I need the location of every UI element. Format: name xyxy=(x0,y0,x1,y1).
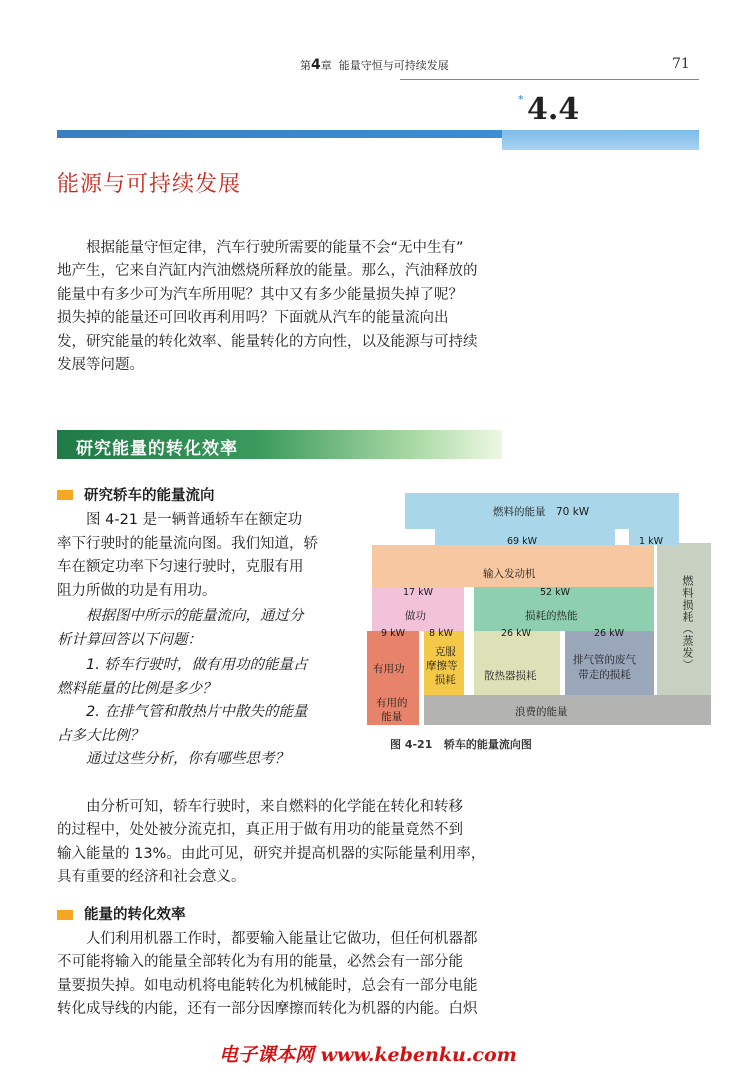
page-number: 71 xyxy=(672,56,690,72)
chapter-header xyxy=(300,57,500,77)
question-2-line: 2. 在排气管和散热片中散失的能量 xyxy=(86,704,308,720)
useful-kw-label: 9 kW xyxy=(381,628,405,639)
chapter-number: 4 xyxy=(311,57,321,73)
radiator-loss-box xyxy=(474,631,560,695)
work-kw-label: 17 kW xyxy=(403,587,434,598)
orange-marker-icon xyxy=(57,910,73,920)
radiator-loss-label: 散热器损耗 xyxy=(484,670,537,682)
chapter-title: 能量守恒与可持续发展 xyxy=(338,59,449,72)
subsection-title: 研究能量的转化效率 xyxy=(76,439,238,459)
part1-text xyxy=(57,509,339,772)
part2-line: 转化成导线的内能，还有一部分因摩擦而转化为机器的内能。白炽 xyxy=(57,1001,478,1018)
intro-paragraph xyxy=(57,237,499,377)
optional-section-star: * xyxy=(518,93,524,106)
chapter-suffix: 章 xyxy=(320,59,332,72)
part1-heading: 研究轿车的能量流向 xyxy=(84,488,215,504)
fuel-loss-label: 燃料损耗（蒸发） xyxy=(681,575,694,671)
figure-number: 图 4-21 xyxy=(390,738,433,751)
energy-flow-diagram xyxy=(367,493,712,733)
work-label: 做功 xyxy=(405,610,426,622)
radiator-kw-label: 26 kW xyxy=(501,628,532,639)
intro-line: 能量中有多少可为汽车所用呢？其中又有多少能量损失掉了呢？ xyxy=(57,286,463,303)
engine-input-label: 输入发动机 xyxy=(483,568,536,580)
question-1-line: 1. 轿车行驶时，做有用功的能量占 xyxy=(86,657,308,673)
engine-kw-label: 69 kW xyxy=(507,536,538,547)
exhaust-loss-line: 带走的损耗 xyxy=(578,669,631,681)
intro-line: 发展等问题。 xyxy=(57,357,144,374)
chapter-prefix: 第 xyxy=(300,59,311,72)
section-number: 4.4 xyxy=(527,92,580,127)
header-rule xyxy=(400,79,699,80)
intro-line: 根据能量守恒定律，汽车行驶所需要的能量不会“无中生有” xyxy=(86,240,464,256)
conclusion-line: 输入能量的 13%。由此可见，研究并提高机器的实际能量利用率， xyxy=(57,845,486,862)
figure-caption xyxy=(390,736,532,752)
part2-line: 不可能将输入的能量全部转化为有用的能量，必然会有一部分能 xyxy=(57,954,463,971)
heat-loss-label: 损耗的热能 xyxy=(525,610,578,622)
conclusion-line: 的过程中，处处被分流克扣，真正用于做有用功的能量竟然不到 xyxy=(57,822,463,839)
intro-line: 发，研究能量的转化效率、能量转化的方向性，以及能源与可持续 xyxy=(57,333,478,350)
friction-loss-line: 摩擦等 xyxy=(426,660,458,672)
friction-loss-line: 损耗 xyxy=(434,674,456,686)
question-1-line: 燃料能量的比例是多少？ xyxy=(57,680,217,697)
section-title: 能源与可持续发展 xyxy=(57,172,242,197)
heat-kw-label: 52 kW xyxy=(540,587,571,598)
wasted-energy-label: 浪费的能量 xyxy=(515,706,568,718)
intro-line: 损失掉的能量还可回收再利用吗？下面就从汽车的能量流向出 xyxy=(57,310,449,327)
useful-energy-label xyxy=(376,696,408,724)
part2-line: 人们利用机器工作时，都要输入能量让它做功，但任何机器都 xyxy=(86,931,478,947)
part2-paragraph xyxy=(57,928,499,1022)
part1-line: 图 4-21 是一辆普通轿车在额定功 xyxy=(86,512,303,528)
site-watermark: 电子课本网 www.kebenku.com xyxy=(219,1044,517,1066)
conclusion-line: 具有重要的经济和社会意义。 xyxy=(57,869,246,886)
figure-caption-text: 轿车的能量流向图 xyxy=(443,738,532,751)
part1-line: 阻力所做的功是有用功。 xyxy=(57,582,217,599)
part1-line: 车在额定功率下匀速行驶时，克服有用 xyxy=(57,559,304,575)
reflection-line: 通过这些分析，你有哪些思考？ xyxy=(86,751,289,767)
friction-loss-line: 克服 xyxy=(434,646,456,658)
conclusion-paragraph xyxy=(57,796,499,890)
useful-energy-line: 能量 xyxy=(381,711,403,723)
exhaust-loss-line: 排气管的废气 xyxy=(573,654,636,666)
task-line: 析计算回答以下问题： xyxy=(57,631,202,648)
useful-energy-line: 有用的 xyxy=(376,697,408,709)
part1-line: 率下行驶时的能量流向图。我们知道，轿 xyxy=(57,535,318,552)
fuel-energy-label: 燃料的能量 70 kW xyxy=(493,506,590,518)
evap-kw-label: 1 kW xyxy=(639,536,663,547)
friction-kw-label: 8 kW xyxy=(429,628,453,639)
task-line: 根据图中所示的能量流向，通过分 xyxy=(86,608,304,624)
exhaust-kw-label: 26 kW xyxy=(594,628,625,639)
conclusion-line: 由分析可知，轿车行驶时，来自燃料的化学能在转化和转移 xyxy=(86,799,463,815)
exhaust-loss-label xyxy=(573,653,636,683)
section-box xyxy=(502,130,699,150)
question-2-line: 占多大比例？ xyxy=(57,727,144,744)
orange-marker-icon xyxy=(57,490,73,500)
friction-loss-label xyxy=(426,645,458,687)
part2-heading: 能量的转化效率 xyxy=(84,907,186,923)
intro-line: 地产生，它来自汽缸内汽油燃烧所释放的能量。那么，汽油释放的 xyxy=(57,263,478,280)
part2-line: 量要损失掉。如电动机将电能转化为机械能时，总会有一部分电能 xyxy=(57,977,478,994)
useful-work-label: 有用功 xyxy=(373,663,405,675)
